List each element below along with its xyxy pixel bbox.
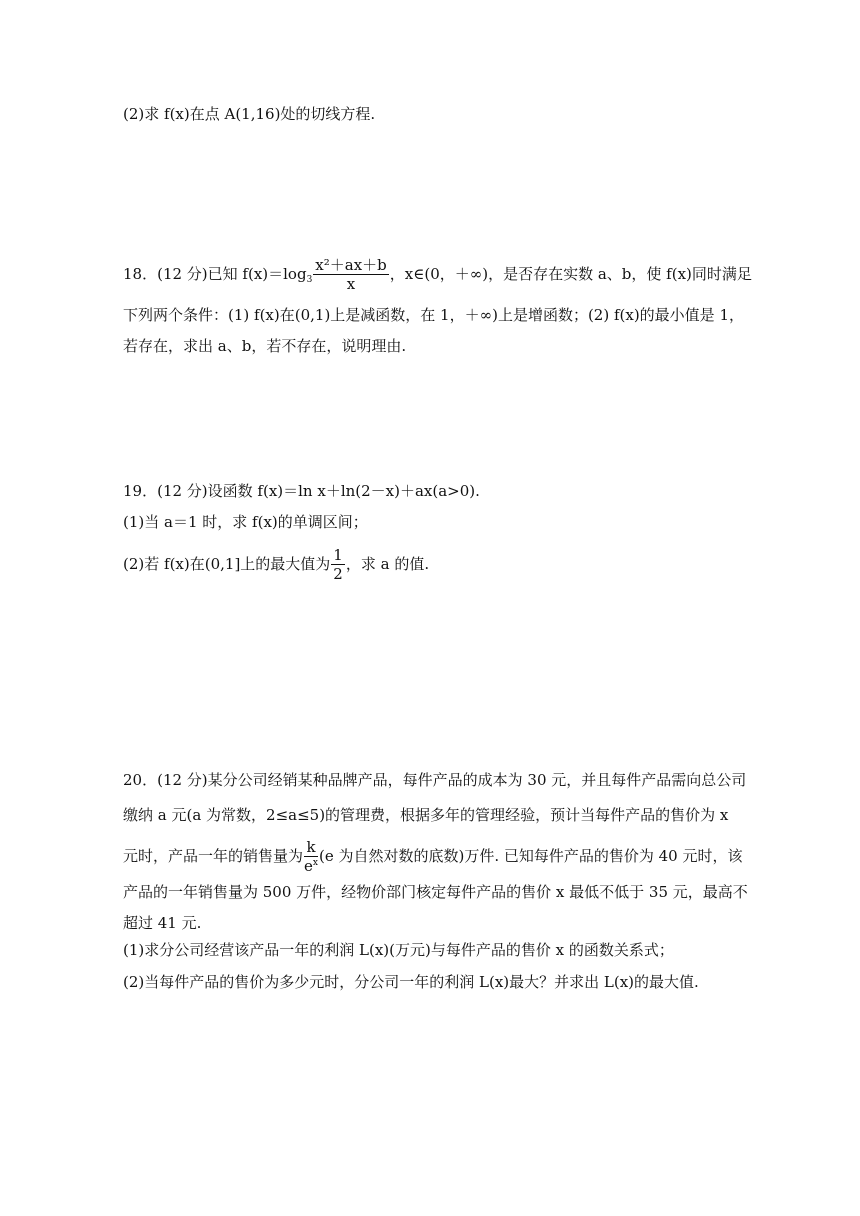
q18-frac-numerator: x²＋ax＋b [315, 256, 387, 274]
question-20-line6: (1)求分公司经营该产品一年的利润 L(x)(万元)与每件产品的售价 x 的函数关系式； [123, 941, 674, 959]
question-18-line3: 若存在，求出 a、b，若不存在，说明理由. [123, 337, 407, 355]
q19-fraction [331, 548, 345, 582]
question-20-line4: 产品的一年销售量为 500 万件，经物价部门核定每件产品的售价 x 最低不低于 35 元，最高不 [123, 883, 748, 901]
question-20-line1: 20．(12 分)某分公司经销某种品牌产品，每件产品的成本为 30 元，并且每件产品需向总公司 [123, 771, 747, 789]
q19-frac-numerator: 1 [333, 546, 343, 564]
q19-frac-denominator: 2 [333, 565, 343, 583]
q20-frac-den-base: e [304, 857, 313, 875]
question-19-line1: 19．(12 分)设函数 f(x)＝ln x＋ln(2－x)＋ax(a>0). [123, 482, 480, 500]
q18-log-base: 3 [306, 275, 313, 285]
q18-frac-denominator: x [346, 275, 356, 293]
question-20-line2: 缴纳 a 元(a 为常数，2≤a≤5)的管理费，根据多年的管理经验，预计当每件产品的售价为 x [123, 806, 729, 824]
question-17-part2: (2)求 f(x)在点 A(1,16)处的切线方程. [123, 105, 376, 123]
q18-suffix: ，x∈(0，＋∞)，是否存在实数 a、b，使 f(x)同时满足 [389, 265, 752, 283]
question-20-line3 [123, 840, 743, 874]
question-18-line2: 下列两个条件：(1) f(x)在(0,1)上是减函数，在 1，＋∞)上是增函数；(2) f(x)的最小值是 1， [123, 306, 744, 324]
q20-line3-prefix: 元时，产品一年的销售量为 [123, 847, 304, 865]
question-20-line7: (2)当每件产品的售价为多少元时，分公司一年的利润 L(x)最大？并求出 L(x)的最大值. [123, 973, 699, 991]
q20-frac-den-exp: x [312, 858, 318, 868]
question-19-line3 [123, 548, 429, 582]
q19-line3-prefix: (2)若 f(x)在(0,1]上的最大值为 [123, 555, 331, 573]
question-19-line2: (1)当 a＝1 时，求 f(x)的单调区间； [123, 513, 368, 531]
q20-line3-suffix: (e 为自然对数的底数)万件. 已知每件产品的售价为 40 元时，该 [318, 847, 743, 865]
q20-frac-numerator: k [304, 840, 318, 857]
question-18-line1 [123, 258, 752, 292]
q19-line3-suffix: ，求 a 的值. [345, 555, 430, 573]
question-20-line5: 超过 41 元. [123, 914, 202, 932]
q18-fraction [313, 258, 388, 292]
q20-frac-denominator [304, 857, 318, 874]
q20-fraction [304, 840, 318, 874]
q18-prefix: 18．(12 分)已知 f(x)＝log [123, 265, 307, 283]
